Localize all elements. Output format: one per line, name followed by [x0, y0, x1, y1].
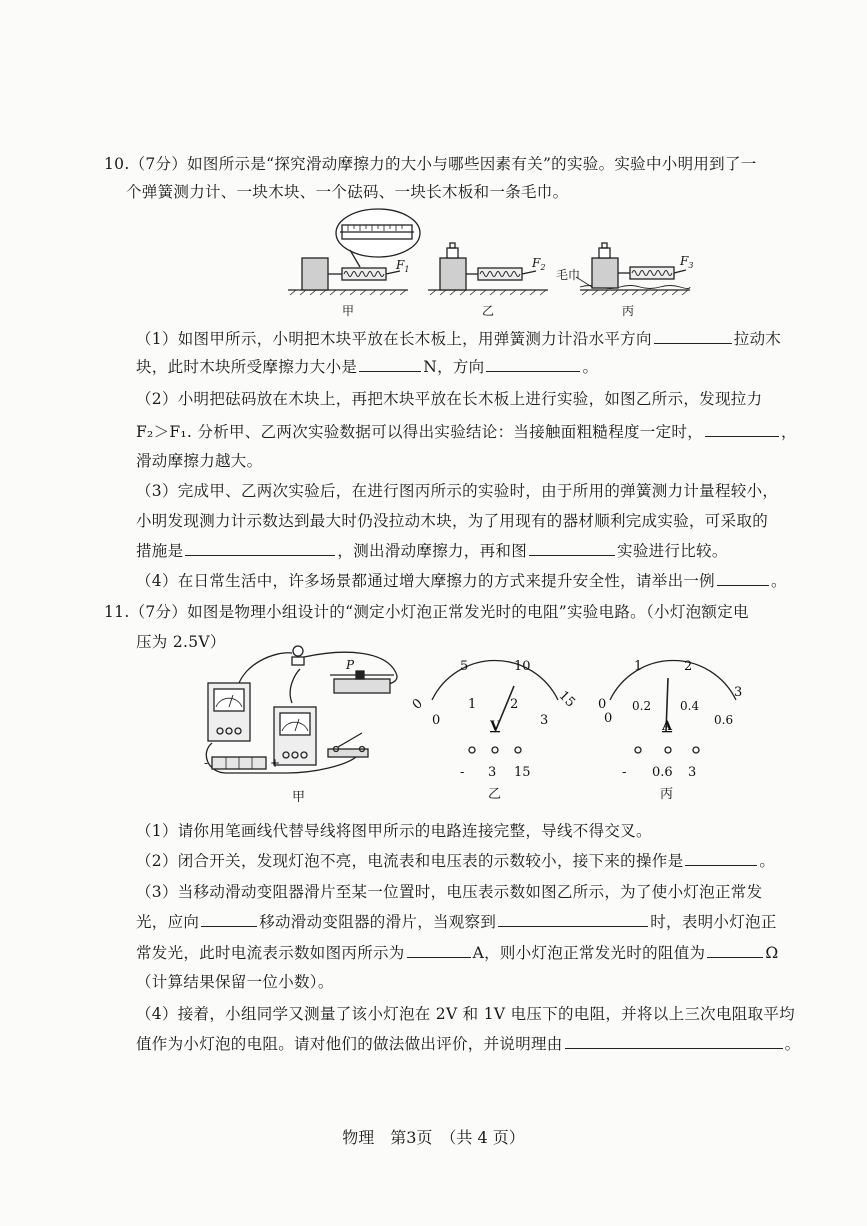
label-f3: $F_3$: [680, 254, 694, 270]
a-inner-tick-0: 0: [604, 711, 613, 726]
label-f2: $F_2$: [532, 256, 546, 272]
answer-blank-q10-4[interactable]: [717, 571, 769, 586]
page-footer: 物理 第3页 （共 4 页）: [342, 1128, 525, 1147]
q11-p3-f: A，则小灯泡正常发光时的阻值为: [472, 944, 706, 962]
a-inner-tick-0-2: 0.2: [632, 699, 652, 713]
v-terminal-3: 3: [488, 765, 497, 780]
battery-minus-label: -: [204, 756, 209, 770]
voltmeter-dial: [410, 650, 580, 800]
q11-intro-1: （7分）如图是物理小组设计的“测定小灯泡正常发光时的电阻”实验电路。（小灯泡额定电: [129, 603, 749, 621]
q10-part4-line: [136, 569, 787, 591]
q11-p2-b: 。: [759, 852, 776, 870]
ammeter-dial: [588, 650, 758, 800]
a-outer-tick-3: 3: [734, 685, 743, 700]
circuit-diagram: [196, 643, 416, 803]
voltmeter-symbol: V: [490, 719, 501, 734]
q11-part4-line-1: （4）接着，小组同学又测量了该小灯泡在 2V 和 1V 电压下的电阻，并将以上三次电阻取平均: [136, 1005, 795, 1023]
slider-p-label: P: [346, 658, 355, 672]
answer-blank-q10-3-figure[interactable]: [529, 541, 615, 556]
q10-part1-line-2: [136, 355, 598, 377]
a-outer-tick-0: 0: [598, 697, 607, 712]
v-terminal-15: 15: [514, 765, 531, 780]
caption-yi: 乙: [482, 304, 495, 318]
q11-p4-b: 值作为小灯泡的电阻。请对他们的做法做出评价，并说明理由: [136, 1035, 563, 1053]
q10-p2-c: ，: [781, 423, 797, 441]
ammeter-symbol: A: [662, 719, 673, 734]
q10-p3-d: ，测出滑动摩擦力，再和图: [337, 542, 528, 560]
caption-voltmeter-yi: 乙: [488, 787, 502, 800]
v-inner-tick-3: 3: [540, 713, 549, 728]
q10-p2-b: F₂＞F₁. 分析甲、乙两次实验数据可以得出实验结论：当接触面粗糙程度一定时，: [136, 423, 703, 441]
v-outer-tick-0: 0: [410, 696, 426, 713]
battery-plus-label: +: [270, 756, 281, 770]
q10-p1-b: 拉动木: [733, 330, 782, 348]
a-terminal-minus: -: [622, 765, 627, 780]
friction-experiment-figure: [280, 205, 700, 320]
answer-blank-q10-2[interactable]: [705, 422, 779, 437]
q11-part1-line: （1）请你用笔画线代替导线将图甲所示的电路连接完整，导线不得交叉。: [136, 822, 652, 840]
q11-p3-d: 时，表明小灯泡正: [650, 913, 777, 931]
a-outer-tick-2: 2: [684, 659, 693, 674]
q10-part1-line-1: [136, 327, 781, 349]
v-outer-tick-10: 10: [514, 659, 531, 674]
answer-blank-q11-2[interactable]: [685, 851, 757, 866]
q10-p1-d: N，方向: [423, 358, 485, 376]
a-outer-tick-1: 1: [634, 659, 643, 674]
q10-intro-1: （7分）如图所示是“探究滑动摩擦力的大小与哪些因素有关”的实验。实验中小明用到了一: [129, 155, 757, 173]
q10-p1-a: （1）如图甲所示，小明把木块平放在长木板上，用弹簧测力计沿水平方向: [136, 330, 652, 348]
q11-part3-line-4: （计算结果保留一位小数）。: [136, 973, 334, 991]
answer-blank-q11-4[interactable]: [565, 1034, 783, 1049]
q10-number: 10.: [104, 155, 130, 173]
q10-part2-line-2: [136, 420, 797, 442]
a-terminal-0-6: 0.6: [652, 765, 673, 780]
a-terminal-3: 3: [688, 765, 697, 780]
v-inner-tick-2: 2: [510, 697, 519, 712]
caption-ammeter-bing: 丙: [660, 787, 674, 800]
v-outer-tick-5: 5: [460, 659, 469, 674]
q11-part3-line-2: [136, 910, 777, 932]
answer-blank-q10-3-measure[interactable]: [185, 541, 335, 556]
caption-jia: 甲: [342, 304, 355, 318]
q11-intro-line-2: 压为 2.5V）: [136, 633, 226, 651]
q11-p3-b: 光，应向: [136, 913, 200, 931]
q11-part4-line-2: [136, 1032, 800, 1054]
a-inner-tick-0-4: 0.4: [680, 699, 700, 713]
answer-blank-q11-3-resistance[interactable]: [707, 943, 763, 958]
q10-part3-line-1: （3）完成甲、乙两次实验后，在进行图丙所示的实验时，由于所用的弹簧测力计量程较小，: [136, 482, 779, 500]
q11-part3-line-1: （3）当移动滑动变阻器滑片至某一位置时，电压表示数如图乙所示，为了使小灯泡正常发: [136, 883, 763, 901]
answer-blank-q11-3-direction[interactable]: [201, 912, 257, 927]
answer-blank-q11-3-observation[interactable]: [498, 912, 648, 927]
q10-part3-line-2: 小明发现测力计示数达到最大时仍没拉动木块，为了用现有的器材顺利完成实验，可采取的: [136, 512, 769, 530]
caption-circuit-jia: 甲: [292, 790, 306, 803]
q10-p1-c: 块，此时木块所受摩擦力大小是: [136, 358, 358, 376]
v-inner-tick-0: 0: [432, 713, 441, 728]
q10-intro-line-1: [104, 152, 757, 174]
answer-blank-q10-1-direction-motion[interactable]: [654, 329, 732, 344]
answer-blank-q11-3-current[interactable]: [407, 943, 471, 958]
a-inner-tick-0-6: 0.6: [714, 713, 734, 727]
q11-number: 11.: [104, 603, 130, 621]
q10-part3-line-3: [136, 539, 728, 561]
q11-intro-line-1: [104, 600, 749, 622]
q11-part2-line: [136, 849, 775, 871]
caption-bing: 丙: [622, 304, 635, 318]
label-f1: $F_1$: [396, 258, 410, 274]
q11-p2-a: （2）闭合开关，发现灯泡不亮，电流表和电压表的示数较小，接下来的操作是: [136, 852, 684, 870]
q10-p4-a: （4）在日常生活中，许多场景都通过增大摩擦力的方式来提升安全性，请举出一例: [136, 572, 715, 590]
q11-p3-e: 常发光，此时电流表示数如图丙所示为: [136, 944, 405, 962]
answer-blank-q10-1-force[interactable]: [359, 357, 421, 372]
v-inner-tick-1: 1: [468, 697, 477, 712]
q10-part2-line-3: 滑动摩擦力越大。: [136, 452, 263, 470]
answer-blank-q10-1-direction[interactable]: [486, 357, 580, 372]
q10-part2-line-1: （2）小明把砝码放在木块上，再把木块平放在长木板上进行实验，如图乙所示，发现拉力: [136, 390, 763, 408]
q11-p3-g: Ω: [765, 944, 779, 962]
q11-p3-c: 移动滑动变阻器的滑片，当观察到: [259, 913, 497, 931]
q10-intro-line-2: 个弹簧测力计、一块木块、一个砝码、一块长木板和一条毛巾。: [126, 183, 569, 201]
q10-p4-b: 。: [770, 572, 787, 590]
q10-p1-e: 。: [582, 358, 599, 376]
v-outer-tick-15: 15: [555, 688, 578, 711]
q11-p4-c: 。: [784, 1035, 801, 1053]
q10-p3-e: 实验进行比较。: [617, 542, 728, 560]
q11-part3-line-3: [136, 941, 778, 963]
q10-p3-c: 措施是: [136, 542, 184, 560]
v-terminal-minus: -: [460, 765, 465, 780]
label-towel: 毛巾: [556, 268, 581, 282]
